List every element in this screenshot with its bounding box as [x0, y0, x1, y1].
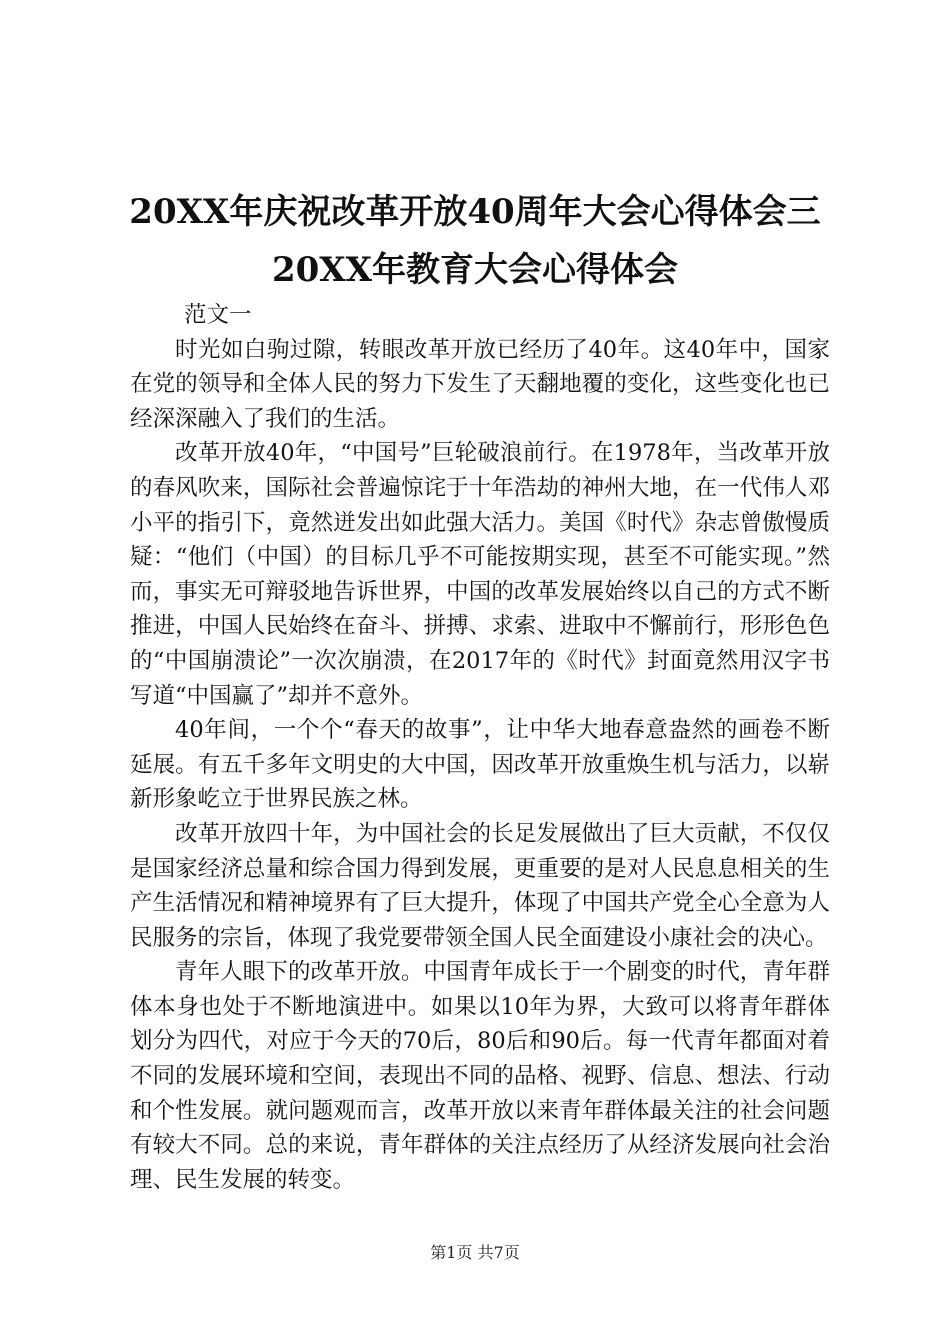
document-title-line-2: 20XX年教育大会心得体会 — [271, 250, 679, 290]
document-title-line-1: 20XX年庆祝改革开放40周年大会心得体会三 — [129, 192, 821, 232]
paragraph: 改革开放40年，“中国号”巨轮破浪前行。在1978年，当改革开放的春风吹来，国际社会普遍惊诧于十年浩劫的神州大地，在一代伟人邓小平的指引下，竟然迸发出如此强大活力。美国《时代》杂志曾傲慢质疑：“他们（中国）的目标几乎不可能按期实现，甚至不可能实现。”然而，事实无可辩驳地告诉世界，中国的改革发展始终以自己的方式不断推进，中国人民始终在奋斗、拼搏、求索、进取中不懈前行，形形色色的“中国崩溃论”一次次崩溃，在2017年的《时代》封面竟然用汉字书写道“中国赢了”却并不意外。 — [130, 440, 830, 709]
section-label: 范文一 — [184, 302, 252, 328]
paragraph: 时光如白驹过隙，转眼改革开放已经历了40年。这40年中，国家在党的领导和全体人民的努力下发生了天翻地覆的变化，这些变化也已经深深融入了我们的生活。 — [130, 336, 830, 432]
paragraph: 青年人眼下的改革开放。中国青年成长于一个剧变的时代，青年群体本身也处于不断地演进中。如果以10年为界，大致可以将青年群体划分为四代，对应于今天的70后，80后和90后。每一代青年都面对着不同的发展环境和空间，表现出不同的品格、视野、信息、想法、行动和个性发展。就问题观而言，改革开放以来青年群体最关注的社会问题有较大不同。总的来说，青年群体的关注点经历了从经济发展向社会治理、民生发展的转变。 — [130, 959, 830, 1193]
document-body — [130, 298, 830, 1197]
paragraph: 改革开放四十年，为中国社会的长足发展做出了巨大贡献，不仅仅是国家经济总量和综合国力得到发展，更重要的是对人民息息相关的生产生活情况和精神境界有了巨大提升，体现了中国共产党全心全意为人民服务的宗旨，体现了我党要带领全国人民全面建设小康社会的决心。 — [130, 820, 830, 951]
page-footer: 第1页 共7页 — [430, 1243, 520, 1262]
paragraph: 40年间，一个个“春天的故事”，让中华大地春意盎然的画卷不断延展。有五千多年文明史的大中国，因改革开放重焕生机与活力，以崭新形象屹立于世界民族之林。 — [130, 717, 830, 813]
